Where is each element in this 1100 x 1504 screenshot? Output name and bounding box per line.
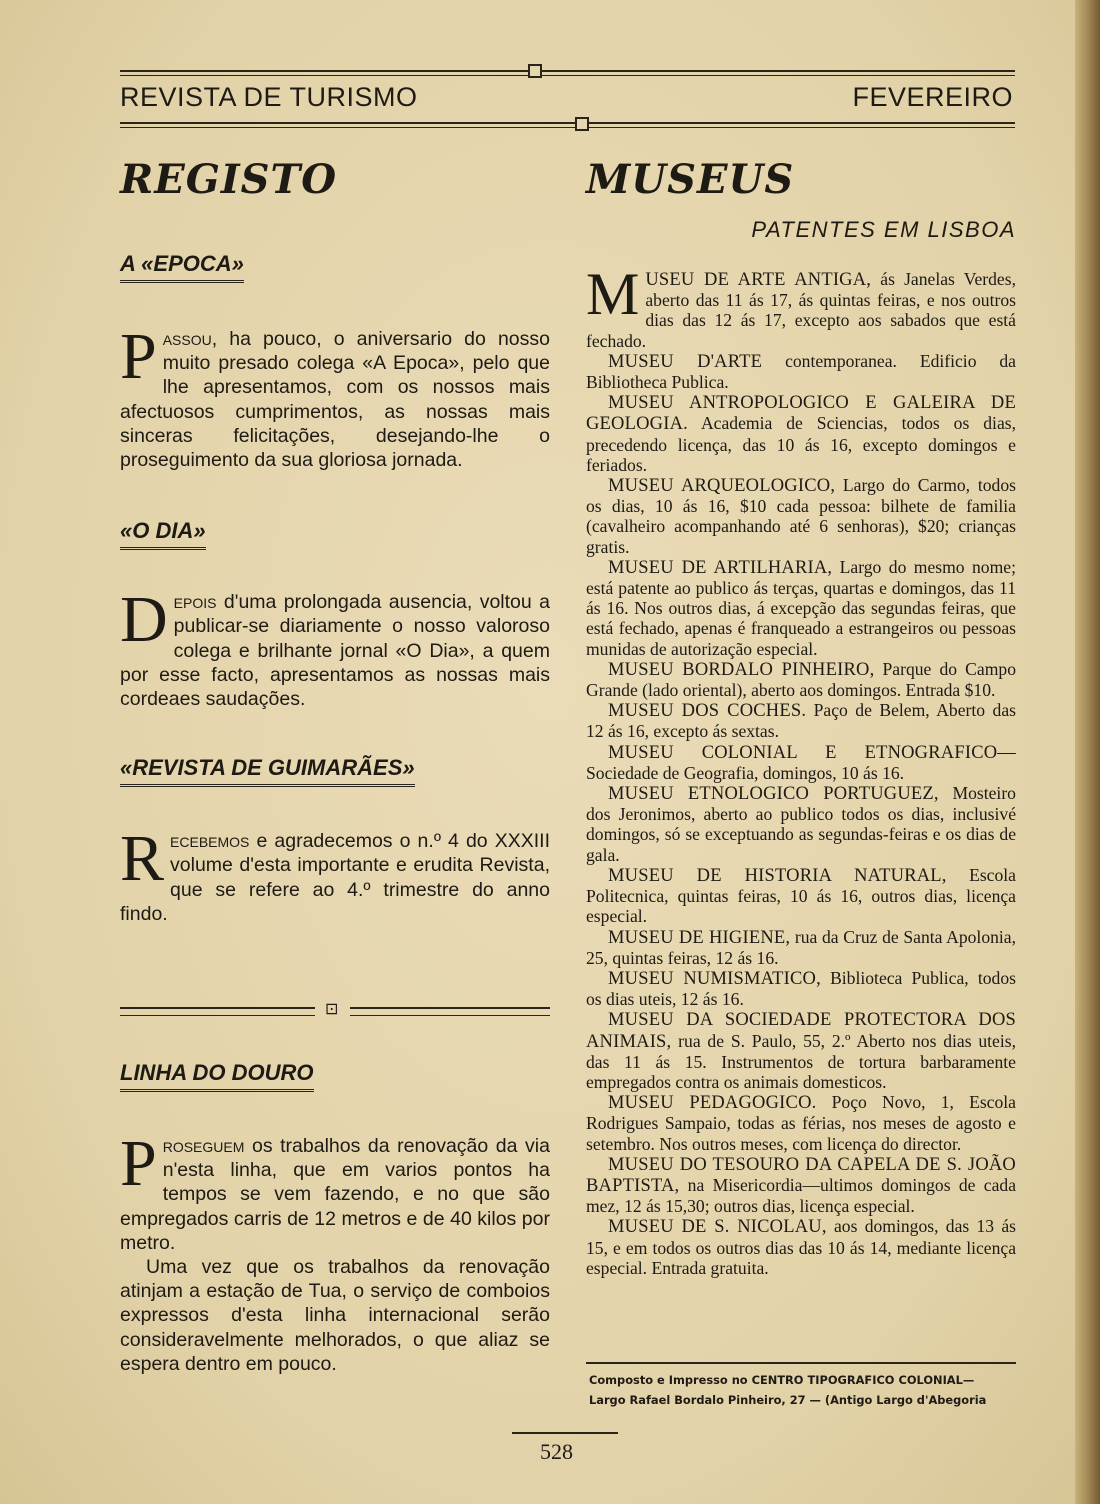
museum-entry: MUSEU DOS COCHES. Paço de Belem, Aberto das 12 ás 16, excepto ás sextas.	[586, 700, 1016, 742]
museum-entry: MUSEU DE HIGIENE, rua da Cruz de Santa Apolonia, 25, quintas feiras, 12 ás 16.	[586, 926, 1017, 968]
right-column	[586, 150, 1016, 1278]
page-number-rule	[512, 1432, 618, 1434]
colophon-rule	[586, 1362, 1016, 1364]
article-linha-douro: Proseguem os trabalhos da renovação da via n'esta linha, que em varios pontos ha tempos se vem fazendo, e no que são empregados carris de 12 metros e de 40 kilos por metro. Uma vez que os trabalhos da renovação atinjam a estação de Tua, o serviço de comboios expressos d'esta linha internacional serão consideravelmente melhorados, o que aliaz se espera dentro em pouco.	[120, 1127, 550, 1375]
dropcap: P	[120, 320, 157, 393]
section-title-museus: MUSEUS	[586, 156, 795, 203]
article-heading-epoca: A «EPOCA»	[120, 251, 244, 283]
museum-entry: MUSEU DE S. NICOLAU, aos domingos, das 13 ás 15, e em todos os outros dias das 10 ás 14, mediante licença especial. Entrada gratuita.	[586, 1216, 1017, 1278]
header-magazine-title: REVISTA DE TURISMO	[120, 82, 418, 112]
article-heading-revista-guimaraes: «REVISTA DE GUIMARÃES»	[120, 755, 415, 787]
divider-ornament: ⊡	[325, 999, 339, 1018]
left-column	[120, 150, 550, 926]
article-o-dia: Depois d'uma prolongada ausencia, voltou a publicar-se diariamente o nosso valoroso colega e brilhante jornal «O Dia», a quem por esse facto, apresentamos as nossas mais cordeaes saudações.	[120, 583, 550, 711]
header-month: FEVEREIRO	[852, 82, 1013, 112]
museum-entry: MUSEU PEDAGOGICO. Poço Novo, 1, Escola Rodrigues Sampaio, todas as férias, nos meses de agosto e setembro. Nos outros meses, com licença do director.	[586, 1092, 1016, 1154]
museum-entry: MUSEU DE ARTE ANTIGA, ás Janelas Verdes, aberto das 11 ás 17, ás quintas feiras, e nos outros dias das 12 ás 17, excepto aos sabados que está fechado.	[586, 261, 1016, 351]
museum-entry: MUSEU COLONIAL E ETNOGRAFICO—Sociedade de Geografia, domingos, 10 ás 16.	[586, 742, 1016, 783]
colophon-line-1: Composto e Impresso no CENTRO TIPOGRAFICO COLONIAL—	[589, 1373, 975, 1387]
page-number: 528	[540, 1439, 573, 1464]
museum-entry: MUSEU D'ARTE contemporanea. Edificio da Bibliotheca Publica.	[586, 350, 1016, 393]
section-title-registo: REGISTO	[120, 156, 338, 203]
dropcap: P	[120, 1127, 157, 1200]
article-heading-linha-douro: LINHA DO DOURO	[120, 1060, 314, 1092]
museum-entry: MUSEU ANTROPOLOGICO E GALEIRA DE GEOLOGIA. Academia de Sciencias, todos os dias, precedendo licença, das 10 ás 16, excepto domingos e feriados.	[586, 393, 1016, 475]
museum-entry: MUSEU ETNOLOGICO PORTUGUEZ, Mosteiro dos Jeronimos, aberto ao publico todos os dias, inclusivé domingos, só se exceptuando as segundas-feiras e os dias de gala.	[586, 783, 1016, 865]
museum-entry: MUSEU NUMISMATICO, Biblioteca Publica, todos os dias uteis, 12 ás 16.	[586, 967, 1016, 1010]
museum-entry: MUSEU DO TESOURO DA CAPELA DE S. JOÃO BAPTISTA, na Misericordia—ultimos domingos de cada mez, 12 ás 15,30; outros dias, licença especial.	[586, 1154, 1016, 1217]
museum-entry: MUSEU BORDALO PINHEIRO, Parque do Campo Grande (lado oriental), aberto aos domingos. Entrada $10.	[586, 658, 1017, 701]
dropcap: M	[586, 261, 640, 327]
museum-entry: MUSEU ARQUEOLOGICO, Largo do Carmo, todos os dias, 10 ás 16, $10 cada pessoa: bilhete de familia (cavalheiro acompanhando até 6 senhoras), $20; crianças gratis.	[586, 475, 1016, 557]
article-heading-o-dia: «O DIA»	[120, 518, 206, 550]
header-ornament-bottom	[575, 117, 589, 131]
museum-entry: MUSEU DA SOCIEDADE PROTECTORA DOS ANIMAIS, rua de S. Paulo, 55, 2.º Aberto nos dias uteis, das 11 ás 15. Instrumentos de tortura barbaramente empregados contra os animais domesticos.	[586, 1010, 1016, 1092]
page-spine-shadow	[1075, 0, 1100, 1504]
colophon-line-2: Largo Rafael Bordalo Pinheiro, 27 — (Antigo Largo d'Abegoria	[589, 1393, 987, 1407]
header-ornament-top	[528, 64, 542, 78]
museum-entry: MUSEU DE HISTORIA NATURAL, Escola Politecnica, quintas feiras, 10 ás 16, outros dias, licença especial.	[586, 864, 1016, 927]
left-column-lower	[120, 1060, 550, 1376]
article-revista-guimaraes: Recebemos e agradecemos o n.º 4 do XXXIII volume d'esta importante e erudita Revista, que se refere ao 4.º trimestre do anno findo.	[120, 822, 550, 925]
museum-entry: MUSEU DE ARTILHARIA, Largo do mesmo nome; está patente ao publico ás terças, quartas e domingos, das 11 ás 16. Nos outros dias, á excepção das segundas feiras, que está fechado, apenas é franqueado a estrangeiros ou pessoas munidas de autorização especial.	[586, 556, 1016, 659]
dropcap: D	[120, 583, 168, 657]
colophon	[589, 1370, 1017, 1410]
dropcap: R	[120, 822, 165, 896]
article-epoca: Passou, ha pouco, o aniversario do nosso muito presado colega «A Epoca», pelo que lhe apresentamos, com os nossos mais afectuosos cumprimentos, as nossas mais sinceras felicitações, desejando-lhe o proseguimento da sua gloriosa jornada.	[120, 320, 550, 472]
header-bottom-rule	[120, 122, 1015, 128]
museums-subtitle: PATENTES EM LISBOA	[751, 217, 1016, 242]
museum-list	[586, 261, 1017, 1278]
header-top-rule	[120, 70, 1015, 76]
